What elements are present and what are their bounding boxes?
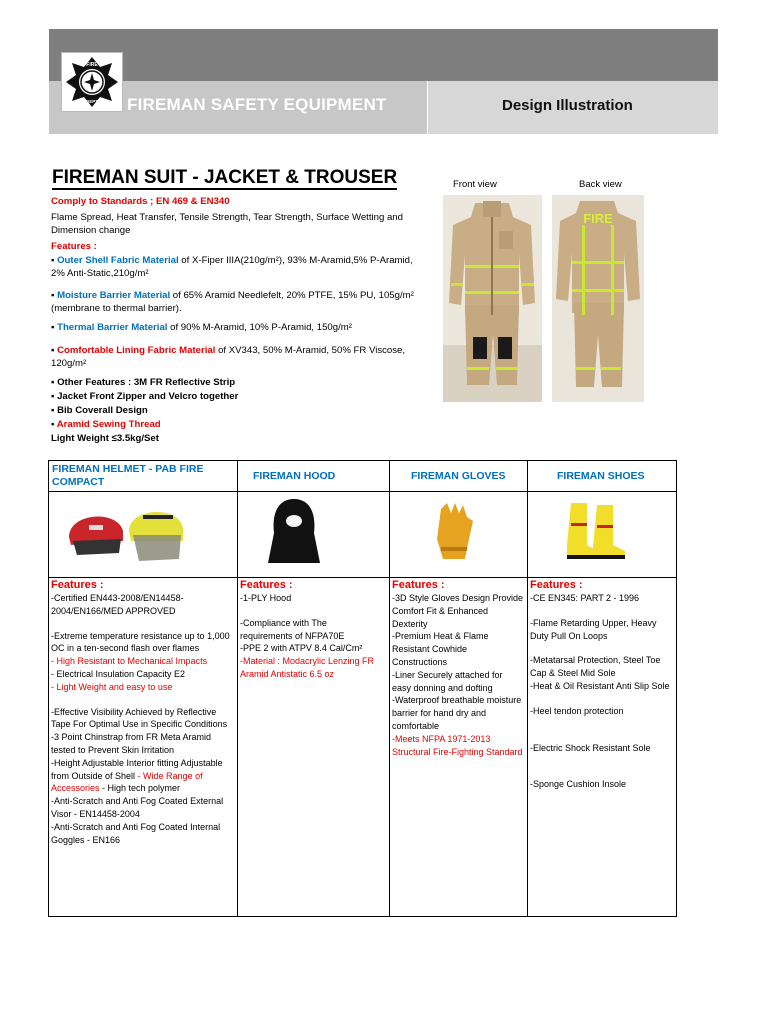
hood-image: [264, 497, 324, 565]
outer-shell-label: Outer Shell Fabric Material: [57, 255, 179, 266]
outer-shell-spec: [51, 254, 423, 280]
gloves-header: FIREMAN GLOVES: [411, 470, 506, 482]
moisture-barrier-text: of 65% Aramid Needlefelt, 20% PTFE, 15% PU, 105g/m² (membrane to thermal barrier).: [51, 290, 414, 314]
feature-item: -Certified EN443-2008/EN14458-2004/EN166/MED APPROVED: [51, 593, 184, 616]
suit-front-illustration: [443, 195, 542, 402]
other-feature-1: Other Features : 3M FR Reflective Strip: [57, 377, 236, 388]
feature-item: -CE EN345: PART 2 - 1996: [530, 593, 640, 603]
products-table: [48, 460, 677, 917]
hood-features: [240, 579, 380, 681]
bullet: ▪: [51, 322, 58, 333]
feature-item-adjustable: [51, 757, 233, 795]
polymer-text: - High tech polymer: [99, 783, 181, 794]
feature-item: -Meets NFPA 1971-2013 Structural Fire-Fighting Standard: [392, 733, 523, 757]
feature-item: -Waterproof breathable moisture barrier for hand dry and comfortable: [392, 695, 522, 731]
fire-dept-logo: [61, 52, 123, 112]
standards-line: Comply to Standards ; EN 469 & EN340: [51, 196, 230, 207]
feature-item: -Compliance with The requirements of NFPA70E: [240, 617, 345, 641]
feature-item: - Electrical Insulation Capacity E2: [51, 668, 186, 679]
zipper-line: [51, 390, 426, 403]
bullet: ▪: [51, 405, 58, 416]
feature-item: -Flame Retarding Upper, Heavy Duty Pull On Loops: [530, 617, 657, 641]
other-feature-4: Aramid Sewing Thread: [56, 419, 161, 430]
logo-text-bottom: DEPT: [85, 99, 99, 104]
feature-item: -Heel tendon protection: [530, 705, 624, 716]
table-divider: [389, 461, 390, 916]
accessories-text: - Wide Range of Accessories: [51, 770, 203, 794]
feature-item: -Sponge Cushion Insole: [530, 779, 627, 790]
maltese-cross-icon: [62, 53, 122, 111]
feature-item: -3 Point Chinstrap from FR Meta Aramid tested to Prevent Skin Irritation: [51, 732, 212, 755]
feature-item: -Extreme temperature resistance up to 1,000 OC in a ten-second flash over flames: [51, 630, 230, 654]
feature-item: - High Resistant to Mechanical Impacts: [51, 656, 208, 667]
tests-line: Flame Spread, Heat Transfer, Tensile Strength, Tear Strength, Surface Wetting and Dimension change: [51, 212, 403, 236]
lining-label: Comfortable Lining Fabric Material: [57, 345, 216, 356]
other-feature-3: Bib Coverall Design: [57, 405, 148, 416]
logo-text-top: FIRE: [86, 62, 98, 68]
table-divider: [49, 577, 676, 578]
shoes-header: FIREMAN SHOES: [557, 470, 645, 482]
hood-header: FIREMAN HOOD: [253, 470, 336, 482]
helmet-features: [51, 579, 233, 846]
bullet: ▪: [51, 345, 58, 356]
bullet: ▪: [51, 255, 58, 266]
feature-item: -1-PLY Hood: [240, 593, 292, 603]
table-divider: [237, 461, 238, 916]
feature-item: -3D Style Gloves Design Provide Comfort Fit & Enhanced Dexterity: [392, 593, 524, 629]
bib-line: [51, 404, 426, 417]
header-divider: [427, 81, 428, 134]
suit-back-illustration: [552, 195, 644, 402]
helmet-image: [63, 501, 193, 565]
feature-item: -Electric Shock Resistant Sole: [530, 742, 651, 753]
lining-spec: [51, 344, 419, 370]
bullet: ▪: [51, 391, 58, 402]
header-top-band: [49, 29, 718, 81]
spacer: [530, 730, 674, 742]
feature-item: -Material : Modacrylic Lenzing FR Aramid Antistatic 6.5 oz: [240, 656, 375, 679]
weight-line: [51, 432, 426, 445]
features-label: Features :: [392, 579, 445, 591]
gloves-features: [392, 579, 524, 758]
thermal-barrier-label: Thermal Barrier Material: [57, 322, 168, 333]
feature-item: -Anti-Scratch and Anti Fog Coated External Visor - EN14458-2004: [51, 796, 224, 819]
shoes-features: [530, 579, 674, 791]
bullet: ▪: [51, 377, 58, 388]
outer-shell-text: of X-Fiper IIIA(210g/m²), 93% M-Aramid,5% P-Aramid, 2% Anti-Static,210g/m²: [51, 255, 413, 279]
thermal-barrier-spec: [51, 321, 426, 334]
spacer: [530, 754, 674, 766]
spacer: [51, 694, 233, 706]
table-divider: [527, 461, 528, 916]
helmet-header: FIREMAN HELMET - PAB FIRE COMPACT: [52, 463, 204, 488]
gloves-image: [429, 499, 479, 563]
spacer: [530, 693, 674, 705]
section-title: Design Illustration: [502, 97, 633, 114]
features-label: Features :: [240, 579, 293, 591]
other-feature-5: Light Weight ≤3.5kg/Set: [51, 433, 159, 444]
spacer: [51, 618, 233, 630]
feature-text: -Height Adjustable Interior fitting Adjustable from Outside of Shell: [51, 757, 223, 781]
shoes-image: [563, 499, 633, 565]
feature-item: - Light Weight and easy to use: [51, 681, 173, 692]
feature-item: -PPE 2 with ATPV 8.4 Cal/Cm²: [240, 643, 363, 654]
moisture-barrier-spec: [51, 289, 423, 315]
spacer: [530, 766, 674, 778]
bullet: ▪: [51, 290, 58, 301]
other-features-line: [51, 376, 426, 389]
suit-title-text: FIREMAN SUIT - JACKET & TROUSER: [52, 167, 398, 188]
feature-item: -Metatarsal Protection, Steel Toe Cap & Steel Mid Sole: [530, 655, 661, 679]
other-feature-2: Jacket Front Zipper and Velcro together: [57, 391, 239, 402]
suit-front-photo: [443, 195, 542, 402]
moisture-barrier-label: Moisture Barrier Material: [57, 290, 171, 301]
bullet: ▪: [51, 419, 57, 430]
lining-text: of XV343, 50% M-Aramid, 50% FR Viscose, 120g/m²: [51, 345, 406, 369]
feature-item: -Effective Visibility Achieved by Reflective Tape For Optimal Use in Specific Conditions: [51, 706, 228, 730]
brand-title: FIREMAN SAFETY EQUIPMENT: [127, 95, 387, 114]
front-view-label: Front view: [453, 179, 497, 190]
spacer: [530, 718, 674, 730]
back-fire-print: FIRE: [583, 211, 613, 226]
feature-item: -Anti-Scratch and Anti Fog Coated Internal Goggles - EN166: [51, 821, 221, 845]
page-header: [49, 29, 718, 134]
back-view-label: Back view: [579, 179, 622, 190]
suit-back-photo: [552, 195, 644, 402]
features-label: Features :: [51, 579, 104, 591]
spacer: [530, 605, 674, 617]
features-label: Features :: [530, 579, 583, 591]
feature-item: -Liner Securely attached for easy donning and dofting: [392, 669, 503, 693]
feature-item: -Heat & Oil Resistant Anti Slip Sole: [530, 680, 670, 691]
spacer: [530, 642, 674, 654]
table-divider: [49, 491, 676, 492]
feature-item: -Premium Heat & Flame Resistant Cowhide Constructions: [392, 631, 489, 667]
thermal-barrier-text: of 90% M-Aramid, 10% P-Aramid, 150g/m²: [167, 322, 352, 333]
features-heading: Features :: [51, 241, 97, 252]
thread-line: [51, 418, 426, 431]
suit-title: [52, 167, 397, 189]
spacer: [240, 605, 380, 617]
